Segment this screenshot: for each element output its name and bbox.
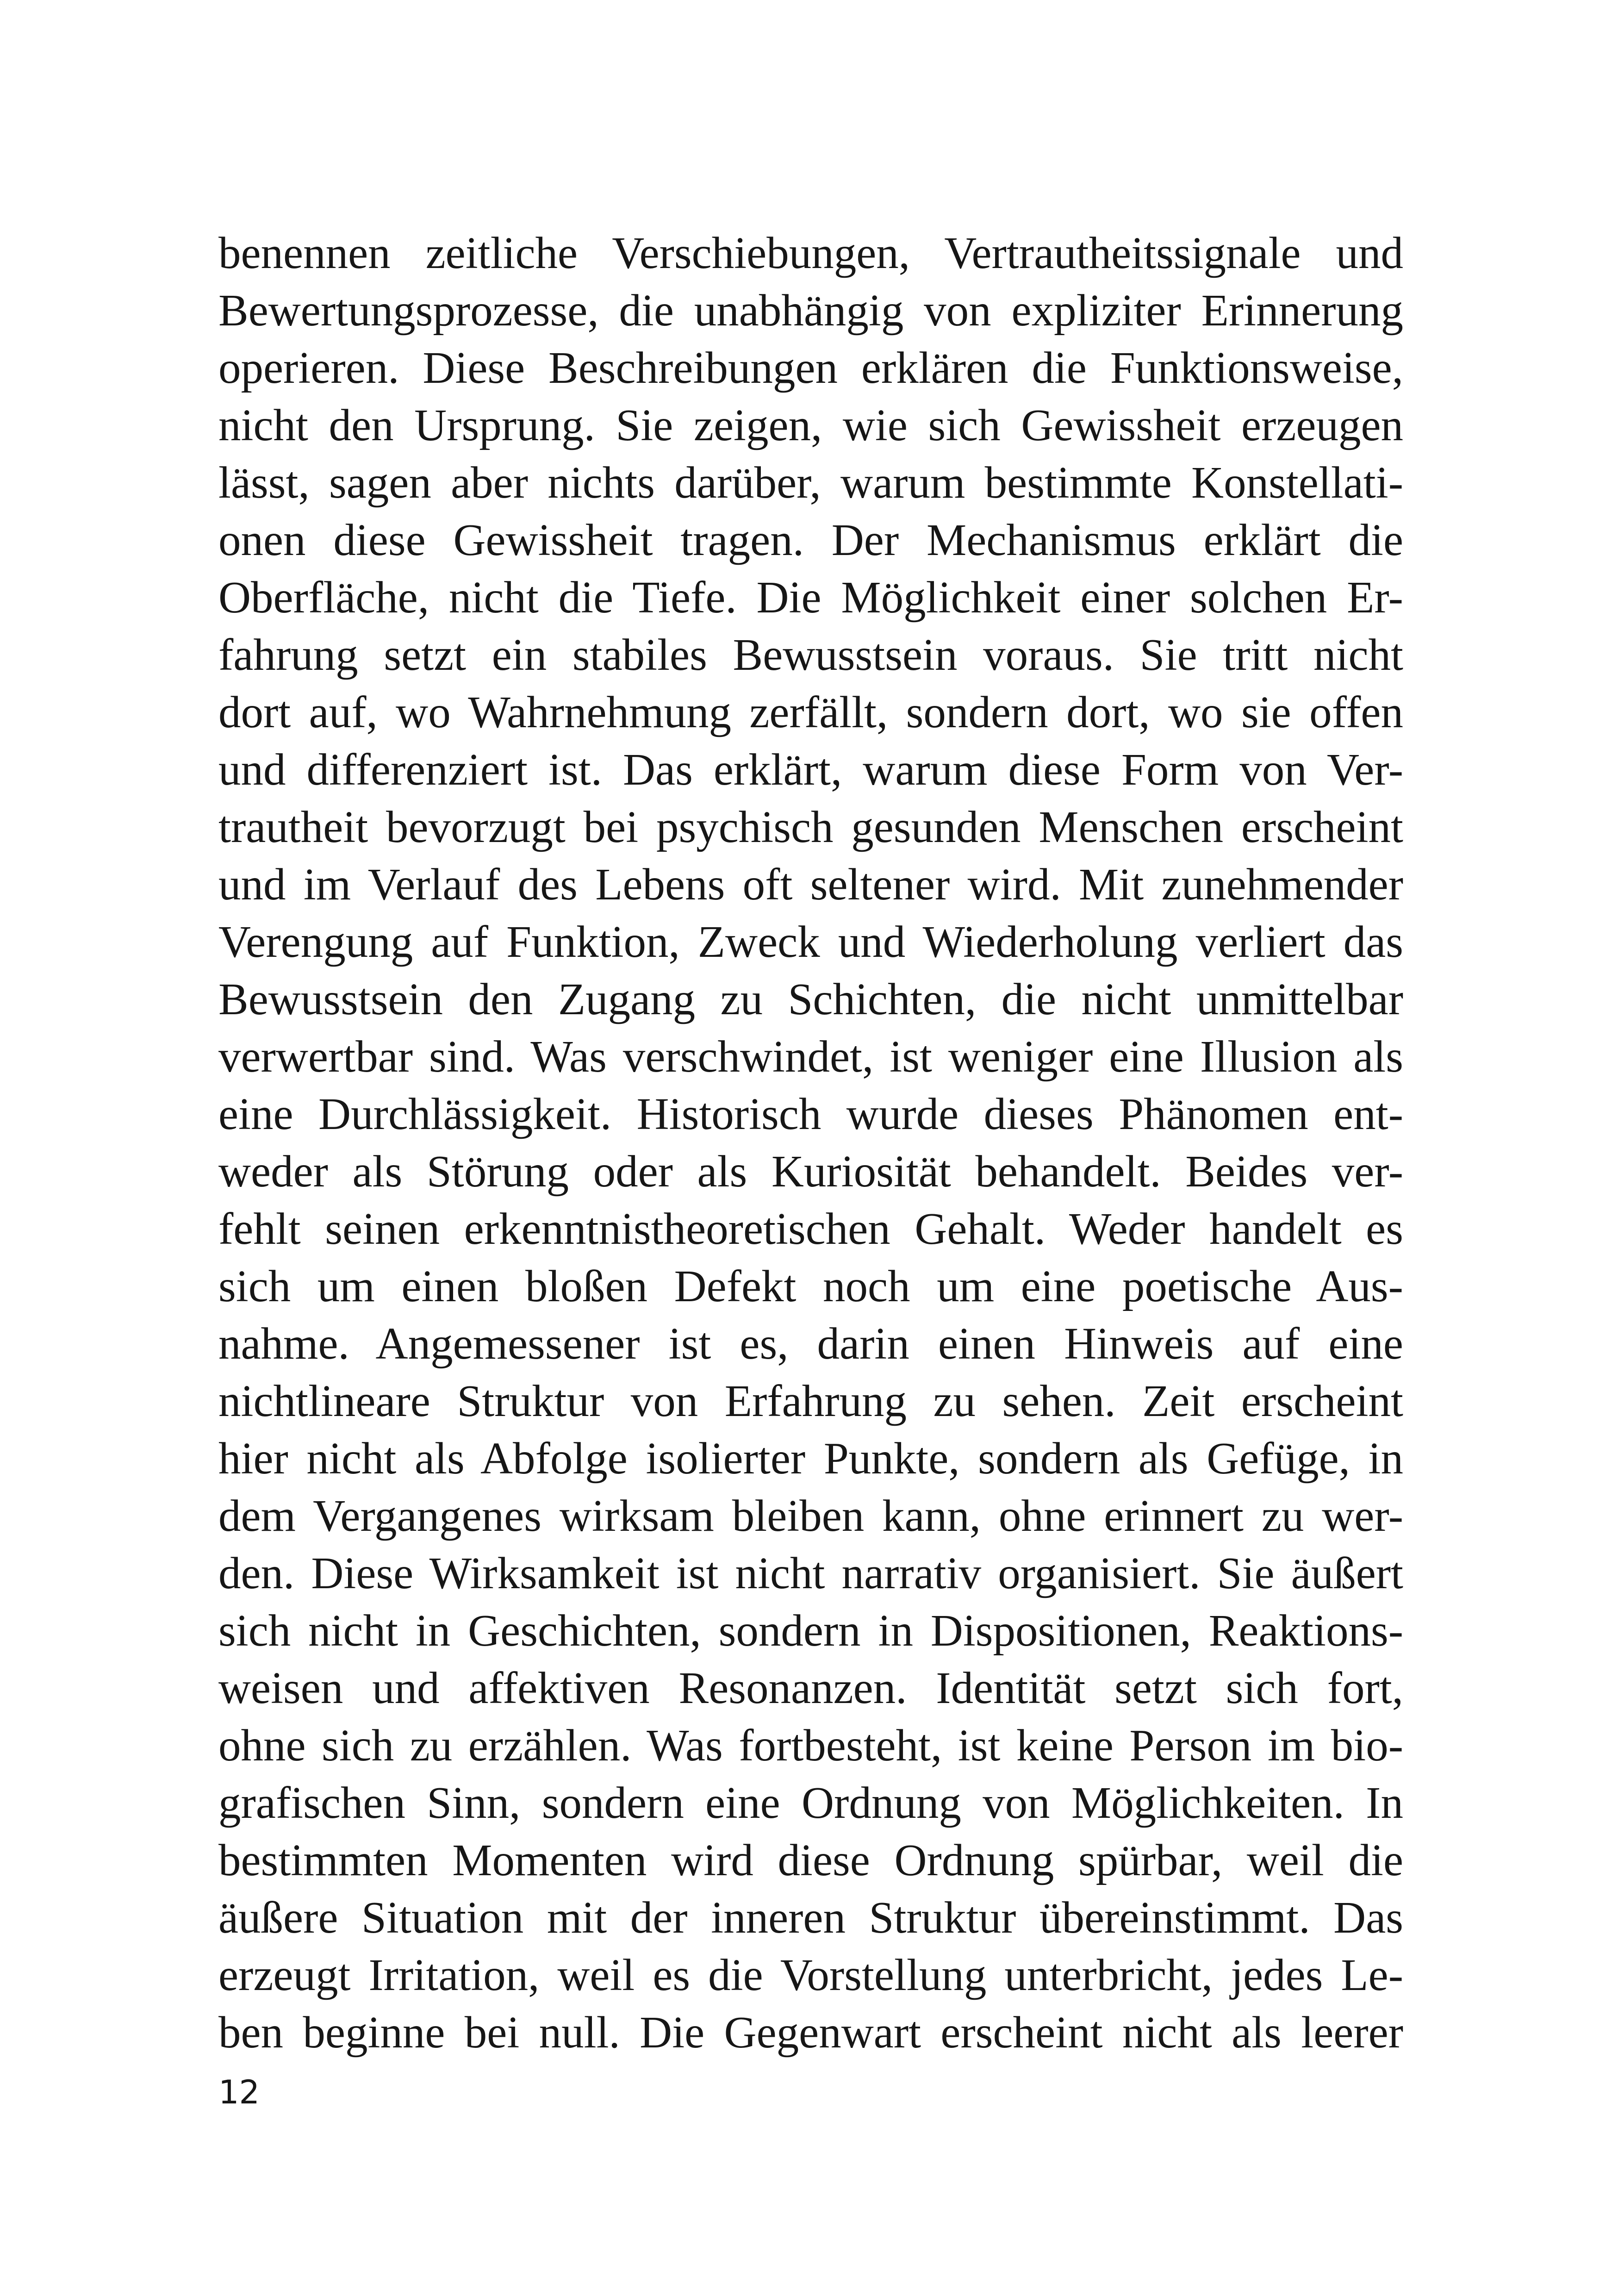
text-line: grafischen Sinn, sondern eine Ordnung von Möglichkeiten. In [218, 1778, 1403, 1828]
text-line: lässt, sagen aber nichts darüber, warum bestimmte Konstellati- [218, 458, 1403, 507]
text-line: dem Vergangenes wirksam bleiben kann, ohne erinnert zu wer- [218, 1491, 1403, 1541]
text-line: sich nicht in Geschichten, sondern in Dispositionen, Reaktions- [218, 1606, 1403, 1655]
text-line: bestimmten Momenten wird diese Ordnung spürbar, weil die [218, 1835, 1403, 1885]
text-line: fehlt seinen erkenntnistheoretischen Gehalt. Weder handelt es [218, 1204, 1403, 1254]
page-number: 12 [218, 2073, 260, 2111]
body-text [218, 225, 1403, 2061]
text-line: sich um einen bloßen Defekt noch um eine poetische Aus- [218, 1261, 1403, 1311]
text-line: Oberfläche, nicht die Tiefe. Die Möglichkeit einer solchen Er- [218, 573, 1403, 622]
text-line: Bewusstsein den Zugang zu Schichten, die nicht unmittelbar [218, 974, 1403, 1024]
text-line: nichtlineare Struktur von Erfahrung zu sehen. Zeit erscheint [218, 1376, 1403, 1426]
text-line: hier nicht als Abfolge isolierter Punkte, sondern als Gefüge, in [218, 1434, 1403, 1483]
text-line: operieren. Diese Beschreibungen erklären die Funktionsweise, [218, 343, 1403, 393]
text-line: nicht den Ursprung. Sie zeigen, wie sich Gewissheit erzeugen [218, 400, 1403, 450]
text-line: benennen zeitliche Verschiebungen, Vertrautheitssignale und [218, 228, 1403, 278]
text-line: Bewertungsprozesse, die unabhängig von expliziter Erinnerung [218, 286, 1403, 335]
text-line: verwertbar sind. Was verschwindet, ist weniger eine Illusion als [218, 1032, 1403, 1081]
text-line: fahrung setzt ein stabiles Bewusstsein voraus. Sie tritt nicht [218, 630, 1403, 680]
text-line: und im Verlauf des Lebens oft seltener wird. Mit zunehmender [218, 860, 1403, 909]
text-line: trautheit bevorzugt bei psychisch gesunden Menschen erscheint [218, 802, 1403, 852]
text-line: eine Durchlässigkeit. Historisch wurde dieses Phänomen ent- [218, 1089, 1403, 1139]
text-line: erzeugt Irritation, weil es die Vorstellung unterbricht, jedes Le- [218, 1950, 1403, 2000]
text-line: Verengung auf Funktion, Zweck und Wiederholung verliert das [218, 917, 1403, 967]
text-line: weisen und affektiven Resonanzen. Identität setzt sich fort, [218, 1663, 1403, 1713]
text-line: dort auf, wo Wahrnehmung zerfällt, sondern dort, wo sie offen [218, 687, 1403, 737]
text-line: onen diese Gewissheit tragen. Der Mechanismus erklärt die [218, 515, 1403, 565]
text-line: äußere Situation mit der inneren Struktur übereinstimmt. Das [218, 1893, 1403, 1942]
text-line: den. Diese Wirksamkeit ist nicht narrativ organisiert. Sie äußert [218, 1548, 1403, 1598]
text-line: ben beginne bei null. Die Gegenwart erscheint nicht als leerer [218, 2008, 1403, 2057]
text-line: nahme. Angemessener ist es, darin einen Hinweis auf eine [218, 1319, 1403, 1368]
text-line: und differenziert ist. Das erklärt, warum diese Form von Ver- [218, 745, 1403, 794]
text-line: weder als Störung oder als Kuriosität behandelt. Beides ver- [218, 1147, 1403, 1196]
text-line: ohne sich zu erzählen. Was fortbesteht, ist keine Person im bio- [218, 1721, 1403, 1770]
